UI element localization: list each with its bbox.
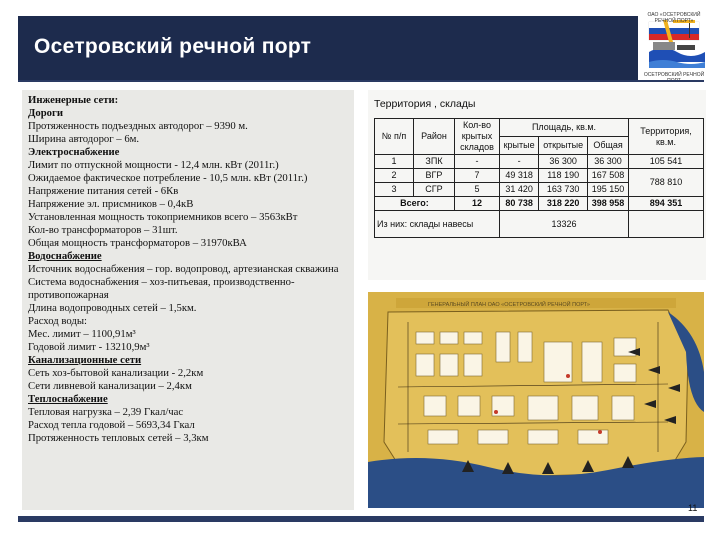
engineering-line: Электроснабжение (28, 146, 120, 158)
header-open: открытые (539, 137, 588, 155)
sheds-label: Из них: склады навесы (375, 211, 500, 238)
logo-caption-top: ОАО «ОСЕТРОВСКИЙ РЕЧНОЙ ПОРТ» (647, 12, 701, 24)
map-caption: ГЕНЕРАЛЬНЫЙ ПЛАН ОАО «ОСЕТРОВСКИЙ РЕЧНОЙ ПОРТ» (428, 302, 590, 308)
engineering-line: Расход воды: (28, 315, 87, 327)
table-row (375, 169, 704, 183)
engineering-line: Теплоснабжение (28, 393, 108, 405)
cell-count: - (455, 155, 500, 169)
page-title: Осетровский речной порт (34, 35, 312, 58)
port-master-plan-map (368, 292, 704, 508)
cell-total: 195 150 (588, 183, 629, 197)
engineering-line: Лимит по отпускной мощности - 12,4 млн. кВт (2011г.) (28, 159, 279, 171)
engineering-line: Источник водоснабжения – гор. водопровод, артезианская скважина (28, 263, 339, 275)
cell-num: 3 (375, 183, 414, 197)
engineering-line: Расход тепла годовой – 5693,34 Гкал (28, 419, 195, 431)
header-covered: крытые (500, 137, 539, 155)
bottom-divider (18, 516, 704, 522)
engineering-line: Сеть хоз-бытовой канализации - 2,2км (28, 367, 204, 379)
cell-count: 7 (455, 169, 500, 183)
cell-region: ЗПК (414, 155, 455, 169)
engineering-line: Протяженность тепловых сетей – 3,3км (28, 432, 209, 444)
engineering-line: Система водоснабжения – хоз-питьевая, производственно-противопожарная (28, 276, 295, 301)
sheds-value: 13326 (500, 211, 629, 238)
engineering-line: Напряжение питания сетей - 6Кв (28, 185, 179, 197)
engineering-line: Общая мощность трансформаторов – 31970кВА (28, 237, 247, 249)
territory-table (374, 118, 704, 238)
total-open: 318 220 (539, 197, 588, 211)
engineering-line: Ожидаемое фактическое потребление - 10,5 млн. кВт (2011г.) (28, 172, 308, 184)
table-row (375, 155, 704, 169)
engineering-line: Ширина автодорог – 6м. (28, 133, 140, 145)
engineering-line: Мес. лимит – 1100,91м³ (28, 328, 136, 340)
engineering-line: Протяженность подъездных автодорог – 9390 м. (28, 120, 248, 132)
cell-count: 5 (455, 183, 500, 197)
territory-title: Территория , склады (374, 98, 476, 110)
engineering-line: Кол-во трансформаторов – 31шт. (28, 224, 178, 236)
cell-region: ВГР (414, 169, 455, 183)
logo-caption-bottom: ОСЕТРОВСКИЙ РЕЧНОЙ (643, 72, 705, 78)
cell-open: 163 730 (539, 183, 588, 197)
engineering-line: Тепловая нагрузка – 2,39 Гкал/час (28, 406, 184, 418)
total-count: 12 (455, 197, 500, 211)
territory-panel (368, 90, 706, 280)
total-territory: 894 351 (629, 197, 704, 211)
total-covered: 80 738 (500, 197, 539, 211)
cell-covered: - (500, 155, 539, 169)
cell-territory: 105 541 (629, 155, 704, 169)
header-region: Район (414, 119, 455, 155)
engineering-line: Водоснабжение (28, 250, 102, 262)
engineering-line: Длина водопроводных сетей – 1,5км. (28, 302, 197, 314)
cell-total: 36 300 (588, 155, 629, 169)
header-total: Общая (588, 137, 629, 155)
engineering-networks-panel (22, 90, 354, 510)
header-area: Площадь, кв.м. (500, 119, 629, 137)
header-count: Кол-во крытых складов (455, 119, 500, 155)
page-number: 11 (688, 503, 698, 513)
cell-num: 1 (375, 155, 414, 169)
table-total-row (375, 197, 704, 211)
engineering-line: Сети ливневой канализации – 2,4км (28, 380, 192, 392)
cell-covered: 31 420 (500, 183, 539, 197)
header-territory: Территория, кв.м. (629, 119, 704, 155)
top-divider (18, 80, 704, 82)
cell-territory: 788 810 (629, 169, 704, 197)
engineering-line: Дороги (28, 107, 63, 119)
cell-total: 167 508 (588, 169, 629, 183)
table-header-row (375, 119, 704, 137)
header-num: № п/п (375, 119, 414, 155)
header-bar (18, 16, 638, 80)
engineering-line: Установленная мощность токоприемников всего – 3563кВт (28, 211, 298, 223)
cell-num: 2 (375, 169, 414, 183)
table-sheds-row (375, 211, 704, 238)
cell-covered: 49 318 (500, 169, 539, 183)
total-total: 398 958 (588, 197, 629, 211)
engineering-line: Напряжение эл. присмников – 0,4кВ (28, 198, 194, 210)
engineering-line: Канализационные сети (28, 354, 142, 366)
engineering-line: Инженерные сети: (28, 94, 119, 106)
company-logo (643, 12, 705, 88)
cell-open: 118 190 (539, 169, 588, 183)
engineering-networks-text (28, 94, 354, 445)
total-label: Всего: (375, 197, 455, 211)
port-map-graphic (368, 292, 704, 508)
cell-region: СГР (414, 183, 455, 197)
cell-open: 36 300 (539, 155, 588, 169)
engineering-line: Годовой лимит - 13210,9м³ (28, 341, 150, 353)
sheds-empty (629, 211, 704, 238)
